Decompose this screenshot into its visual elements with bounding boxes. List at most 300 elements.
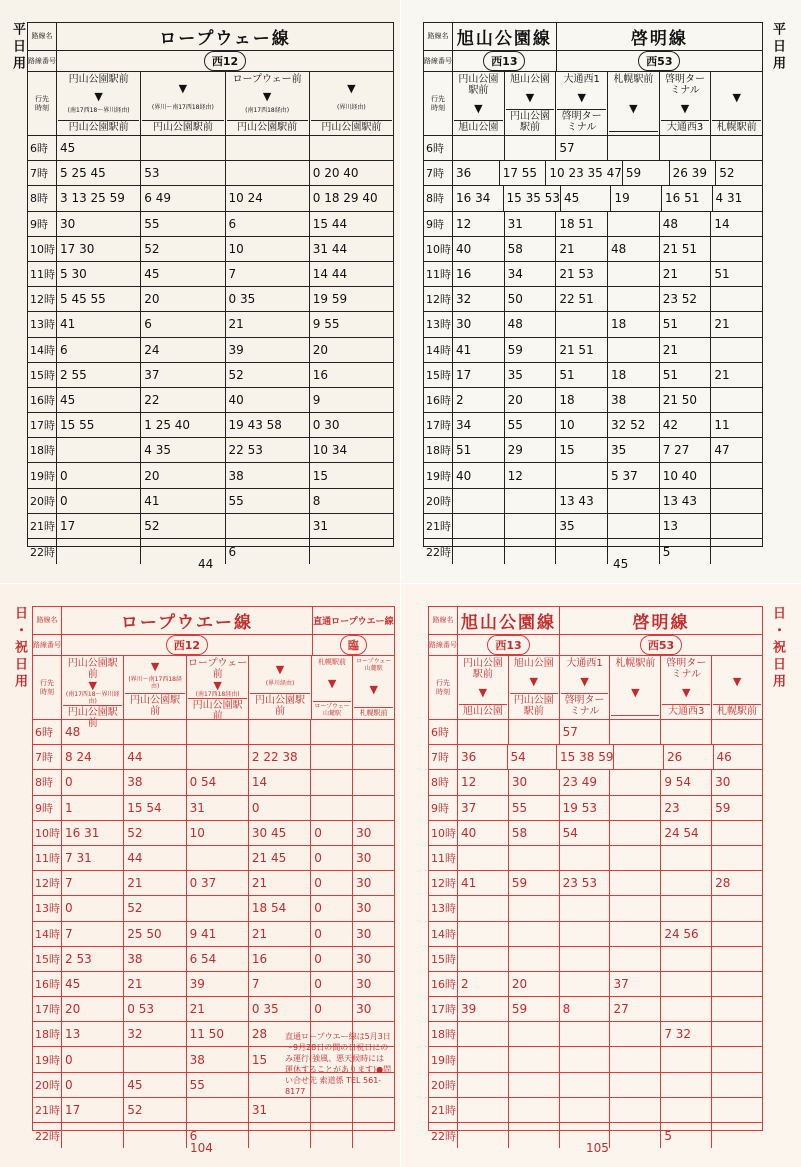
table-row — [424, 312, 762, 337]
minute-cell — [711, 539, 762, 564]
column-header: 札幌駅前 ▼ ロープウェー山麓駅 — [312, 656, 354, 719]
minute-cell: 5 30 — [57, 262, 141, 286]
minute-cell: 40 — [458, 821, 509, 845]
minute-cell — [712, 1123, 762, 1148]
table-row — [28, 212, 393, 237]
minute-cell — [712, 720, 762, 744]
table-row — [33, 871, 394, 896]
minute-cell: 55 — [505, 413, 557, 437]
table-row — [424, 539, 762, 564]
minute-cell — [141, 136, 225, 160]
minute-cell — [610, 720, 661, 744]
route-title: ロープウエー線 — [62, 607, 313, 634]
minute-cell: 21 — [187, 997, 249, 1021]
down-arrow-icon: ▼ — [681, 685, 691, 699]
minute-cell — [453, 136, 505, 160]
minute-cell: 15 54 — [124, 796, 186, 820]
minute-cell: 11 — [714, 418, 730, 433]
down-arrow-icon: ▼ — [347, 82, 356, 96]
minute-cell — [712, 922, 762, 946]
dest-time-label: 行先 時刻 — [33, 656, 62, 719]
minute-cell: 57 — [556, 136, 608, 160]
hour-cell: 12時 — [429, 871, 458, 895]
minute-cell: 20 — [141, 463, 225, 487]
minute-cell: 21 51 — [660, 237, 712, 261]
minute-cell: 24 54 — [661, 821, 712, 845]
minute-cell — [556, 539, 608, 564]
minute-cell: 15 35 53 — [504, 186, 561, 210]
minute-cell: 52 — [141, 237, 225, 261]
minute-cell: 6 — [226, 212, 310, 236]
hour-cell: 19時 — [424, 463, 453, 487]
hour-cell: 11時 — [429, 846, 458, 870]
hour-cell: 19時 — [33, 1047, 62, 1071]
minute-cell: 9 54 — [661, 770, 712, 794]
route-badge: 西12 — [204, 51, 246, 71]
minute-cell — [353, 770, 394, 794]
hour-cell: 15時 — [424, 363, 453, 387]
minute-cell: 6 54 — [187, 947, 249, 971]
minute-cell: 15 — [556, 438, 608, 462]
table-row — [28, 413, 393, 438]
down-arrow-icon: ▼ — [150, 660, 160, 674]
minute-cell: 16 — [249, 947, 311, 971]
minute-cell — [661, 972, 712, 996]
hour-cell: 12時 — [28, 287, 57, 311]
column-header: ▼ 札幌駅前 — [711, 72, 762, 135]
minute-cell — [62, 1123, 124, 1148]
minute-cell — [661, 1098, 712, 1122]
route-badge: 臨 — [340, 635, 367, 655]
down-arrow-icon: ▼ — [327, 677, 337, 690]
minute-cell: 31 — [312, 518, 329, 533]
minute-cell: 36 — [458, 745, 508, 769]
dest-time-label: 行先 時刻 — [28, 72, 57, 135]
minute-cell: 0 — [311, 947, 353, 971]
hour-cell: 22時 — [28, 539, 57, 564]
minute-cell — [712, 896, 762, 920]
minute-cell: 53 — [141, 161, 225, 185]
minute-cell: 18 — [608, 312, 660, 336]
column-header: 円山公園駅前 ▼ (南17西18～界川経由) 円山公園駅前 — [62, 656, 124, 719]
minute-cell: 21 — [660, 338, 712, 362]
minute-cell: 31 — [505, 212, 557, 236]
minute-cell — [124, 720, 186, 744]
minute-cell — [560, 1022, 611, 1046]
side-label: 日・祝日用 — [12, 606, 27, 691]
minute-cell: 6 — [141, 312, 225, 336]
minute-cell — [57, 539, 141, 564]
minute-cell: 52 — [719, 166, 735, 181]
table-row — [424, 438, 762, 463]
minute-cell — [610, 1047, 661, 1071]
minute-cell — [610, 871, 661, 895]
minute-cell: 7 — [62, 922, 124, 946]
minute-cell — [711, 237, 762, 261]
minute-cell: 15 — [312, 468, 329, 483]
minute-cell: 42 — [660, 413, 712, 437]
minute-cell: 52 — [124, 1098, 186, 1122]
minute-cell: 39 — [226, 338, 310, 362]
minute-cell: 10 24 — [226, 186, 310, 210]
minute-cell: 20 — [312, 342, 329, 357]
operation-note: 直通ロープウエー線は5月3日～9月28日の間の日祝日にのみ運行(強風、悪天候時には運休することがあります)●問い合せ先 索道係 TEL 561-8177 — [285, 1032, 392, 1096]
minute-cell — [226, 514, 310, 538]
column-header: 札幌駅前 ▼ — [610, 656, 661, 719]
minute-cell: 13 — [62, 1022, 124, 1046]
minute-cell: 12 — [505, 463, 557, 487]
minute-cell: 31 — [187, 796, 249, 820]
table-row — [424, 463, 762, 488]
minute-cell: 18 54 — [249, 896, 311, 920]
minute-cell: 26 — [664, 745, 714, 769]
hour-cell: 6時 — [28, 136, 57, 160]
hour-cell: 20時 — [429, 1073, 458, 1097]
table-row — [28, 237, 393, 262]
minute-cell — [57, 438, 141, 462]
minute-cell — [311, 720, 353, 744]
minute-cell — [608, 262, 660, 286]
timetable-frame — [428, 606, 763, 1143]
column-header: 大通西1 ▼ 啓明ターミナル — [560, 656, 611, 719]
minute-cell — [614, 745, 664, 769]
minute-cell — [661, 720, 712, 744]
minute-cell: 17 55 — [500, 161, 547, 185]
minute-cell: 7 27 — [660, 438, 712, 462]
minute-cell — [610, 896, 661, 920]
hour-cell: 15時 — [429, 947, 458, 971]
minute-cell: 51 — [453, 438, 505, 462]
hour-cell: 6時 — [424, 136, 453, 160]
route-cell — [458, 635, 560, 655]
minute-cell — [458, 896, 509, 920]
column-header: 円山公園駅前 ▼ 旭山公園 — [458, 656, 509, 719]
minute-cell — [610, 947, 661, 971]
route-badge: 西12 — [166, 635, 208, 655]
minute-cell — [608, 489, 660, 513]
down-arrow-icon: ▼ — [474, 101, 483, 115]
minute-cell: 8 24 — [62, 745, 124, 769]
table-row — [429, 922, 762, 947]
minute-cell — [711, 136, 762, 160]
minute-cell: 48 — [505, 312, 557, 336]
minute-cell — [711, 338, 762, 362]
minute-cell: 14 44 — [312, 267, 348, 282]
hour-cell: 9時 — [33, 796, 62, 820]
table-row — [429, 1022, 762, 1047]
minute-cell — [608, 338, 660, 362]
minute-cell: 11 50 — [187, 1022, 249, 1046]
minute-cell: 19 53 — [560, 796, 611, 820]
hour-cell: 20時 — [28, 489, 57, 513]
minute-cell: 5 25 45 — [57, 161, 141, 185]
table-row — [33, 1123, 394, 1148]
minute-cell: 5 — [661, 1123, 712, 1148]
destination-row — [33, 656, 394, 729]
minute-cell: 17 — [453, 363, 505, 387]
minute-cell: 0 — [62, 1047, 124, 1071]
minute-cell — [187, 745, 249, 769]
minute-cell: 16 34 — [453, 186, 504, 210]
minute-cell — [560, 972, 611, 996]
page-44 — [0, 0, 400, 583]
minute-cell: 10 — [226, 237, 310, 261]
minute-cell: 0 53 — [124, 997, 186, 1021]
table-row — [424, 413, 762, 438]
hour-cell: 7時 — [424, 161, 453, 185]
hour-cell: 10時 — [424, 237, 453, 261]
minute-cell: 20 — [62, 997, 124, 1021]
table-row — [429, 796, 762, 821]
minute-cell: 4 31 — [715, 191, 743, 206]
minute-cell: 16 — [453, 262, 505, 286]
hour-cell: 18時 — [424, 438, 453, 462]
minute-cell: 21 50 — [660, 388, 712, 412]
minute-cell: 57 — [560, 720, 611, 744]
route-number-row — [429, 635, 762, 656]
table-row — [33, 720, 394, 745]
minute-cell: 20 — [505, 388, 557, 412]
minute-cell: 0 — [62, 770, 124, 794]
hour-cell: 22時 — [33, 1123, 62, 1148]
minute-cell: 48 — [608, 237, 660, 261]
route-badge: 西13 — [487, 635, 529, 655]
minute-cell: 20 — [509, 972, 560, 996]
minute-cell: 51 — [660, 312, 712, 336]
minute-cell: 21 — [714, 317, 730, 332]
minute-cell — [353, 720, 394, 744]
table-row — [424, 338, 762, 363]
minute-cell: 21 45 — [249, 846, 311, 870]
hour-cell: 7時 — [429, 745, 458, 769]
minute-cell — [560, 1098, 611, 1122]
title-row — [33, 607, 394, 635]
minute-cell: 59 — [509, 997, 560, 1021]
minute-cell — [712, 1098, 762, 1122]
minute-cell — [458, 846, 509, 870]
minute-cell: 0 — [57, 489, 141, 513]
minute-cell: 2 53 — [62, 947, 124, 971]
hour-cell: 17時 — [429, 997, 458, 1021]
minute-cell — [711, 514, 762, 538]
down-arrow-icon: ▼ — [88, 679, 97, 692]
minute-cell — [458, 1073, 509, 1097]
minute-cell: 7 31 — [62, 846, 124, 870]
table-row — [33, 745, 394, 770]
minute-cell: 24 — [141, 338, 225, 362]
minute-cell — [505, 136, 557, 160]
page-104 — [0, 584, 400, 1167]
minute-cell: 0 54 — [187, 770, 249, 794]
minute-cell: 52 — [124, 821, 186, 845]
timetable-frame — [27, 22, 394, 559]
down-arrow-icon: ▼ — [275, 662, 285, 676]
hour-cell: 19時 — [28, 463, 57, 487]
minute-cell: 51 — [714, 267, 730, 282]
minute-cell: 8 — [312, 493, 321, 508]
hour-cell: 18時 — [429, 1022, 458, 1046]
hour-cell: 16時 — [33, 972, 62, 996]
table-row — [28, 438, 393, 463]
minute-cell: 21 — [226, 312, 310, 336]
minute-cell: 45 — [57, 388, 141, 412]
column-header: 札幌駅前 ▼ — [608, 72, 660, 135]
hour-cell: 6時 — [429, 720, 458, 744]
table-row — [28, 136, 393, 161]
minute-cell: 30 — [356, 926, 372, 941]
minute-cell: 48 — [660, 212, 712, 236]
minute-cell — [712, 947, 762, 971]
hour-cell: 16時 — [28, 388, 57, 412]
minute-cell — [661, 1047, 712, 1071]
minute-cell: 30 — [715, 775, 731, 790]
minute-cell — [124, 1047, 186, 1071]
minute-cell: 30 — [453, 312, 505, 336]
table-row — [33, 770, 394, 795]
minute-cell — [560, 846, 611, 870]
hour-cell: 21時 — [33, 1098, 62, 1122]
minute-cell: 50 — [505, 287, 557, 311]
route-title: ロープウェー線 — [159, 29, 291, 49]
hour-cell: 18時 — [28, 438, 57, 462]
minute-cell: 16 51 — [662, 186, 713, 210]
hour-cell: 15時 — [33, 947, 62, 971]
minute-cell — [311, 745, 353, 769]
minute-cell — [458, 922, 509, 946]
route-number-label: 路線番号 — [33, 635, 62, 655]
minute-cell: 39 — [187, 972, 249, 996]
hour-cell: 17時 — [28, 413, 57, 437]
minute-cell: 0 — [62, 1073, 124, 1097]
route-number-row — [424, 51, 762, 72]
minute-cell — [712, 972, 762, 996]
down-arrow-icon: ▼ — [629, 101, 638, 115]
column-header: 旭山公園 ▼ 円山公園駅前 — [505, 72, 557, 135]
table-row — [33, 796, 394, 821]
hour-cell: 15時 — [28, 363, 57, 387]
hour-cell: 20時 — [424, 489, 453, 513]
column-header: ▼ (界川経由) 円山公園駅前 — [310, 72, 393, 135]
minute-cell: 9 — [312, 392, 321, 407]
table-row — [429, 821, 762, 846]
minute-cell: 30 — [356, 951, 372, 966]
minute-cell — [661, 997, 712, 1021]
minute-cell: 40 — [453, 463, 505, 487]
table-row — [424, 212, 762, 237]
hour-cell: 11時 — [33, 846, 62, 870]
hour-cell: 21時 — [429, 1098, 458, 1122]
minute-cell: 55 — [226, 489, 310, 513]
minute-cell — [661, 947, 712, 971]
minute-cell: 10 — [556, 413, 608, 437]
hour-cell: 19時 — [429, 1047, 458, 1071]
table-row — [429, 770, 762, 795]
hour-cell: 8時 — [429, 770, 458, 794]
minute-cell — [311, 1098, 353, 1122]
minute-cell: 0 — [249, 796, 311, 820]
minute-cell: 18 — [556, 388, 608, 412]
minute-cell: 7 — [62, 871, 124, 895]
minute-cell: 30 — [356, 1002, 372, 1017]
minute-cell: 23 53 — [560, 871, 611, 895]
table-row — [33, 846, 394, 871]
minute-cell — [458, 1123, 509, 1148]
down-arrow-icon: ▼ — [525, 90, 535, 104]
title-row — [429, 607, 762, 635]
table-row — [424, 161, 762, 186]
minute-cell: 59 — [509, 871, 560, 895]
route-number-label: 路線番号 — [424, 51, 453, 71]
minute-cell: 0 — [311, 896, 353, 920]
minute-cell — [556, 463, 608, 487]
minute-cell: 15 55 — [57, 413, 141, 437]
minute-cell: 17 — [62, 1098, 124, 1122]
hour-cell: 10時 — [33, 821, 62, 845]
table-row — [429, 1098, 762, 1123]
minute-cell — [608, 514, 660, 538]
minute-cell — [311, 796, 353, 820]
minute-cell — [560, 1073, 611, 1097]
minute-cell: 15 38 59 — [557, 745, 614, 769]
route-cell — [62, 635, 313, 655]
minute-cell: 17 30 — [57, 237, 141, 261]
minute-cell — [712, 846, 762, 870]
minute-cell: 21 53 — [556, 262, 608, 286]
hour-cell: 14時 — [429, 922, 458, 946]
table-row — [429, 846, 762, 871]
column-header: ロープウェー前 ▼ (南17西18経由) 円山公園駅前 — [226, 72, 310, 135]
minute-cell: 5 37 — [608, 463, 660, 487]
minute-cell — [608, 136, 660, 160]
minute-cell — [353, 1098, 394, 1122]
table-row — [33, 1098, 394, 1123]
minute-cell: 21 — [660, 262, 712, 286]
page-number: 44 — [198, 557, 214, 571]
minute-cell: 44 — [124, 745, 186, 769]
hour-cell: 13時 — [33, 896, 62, 920]
minute-cell: 7 — [249, 972, 311, 996]
table-row — [28, 363, 393, 388]
minute-cell — [509, 922, 560, 946]
minute-cell — [610, 1098, 661, 1122]
minute-cell: 31 44 — [312, 241, 348, 256]
minute-cell: 23 49 — [560, 770, 611, 794]
minute-cell: 29 — [505, 438, 557, 462]
minute-cell: 48 — [62, 720, 124, 744]
minute-cell: 8 — [560, 997, 611, 1021]
column-header: ▼ (界川～南17西18経由) 円山公園駅前 — [141, 72, 225, 135]
minute-cell — [610, 846, 661, 870]
hour-cell: 13時 — [424, 312, 453, 336]
down-arrow-icon: ▼ — [631, 685, 640, 699]
minute-cell: 21 — [714, 367, 730, 382]
table-row — [429, 997, 762, 1022]
side-label: 日・祝日用 — [770, 606, 785, 691]
down-arrow-icon: ▼ — [478, 685, 488, 699]
hour-cell: 9時 — [429, 796, 458, 820]
minute-cell: 32 52 — [608, 413, 660, 437]
column-header: 円山公園駅前 ▼ (南17西18～界川経由) 円山公園駅前 — [57, 72, 141, 135]
route-cell — [557, 51, 762, 71]
table-row — [28, 262, 393, 287]
minute-cell — [187, 1098, 249, 1122]
minute-cell: 30 — [57, 212, 141, 236]
column-header: 円山公園駅前 ▼ 旭山公園 — [453, 72, 505, 135]
minute-cell: 26 39 — [670, 161, 717, 185]
minute-cell: 55 — [141, 212, 225, 236]
minute-cell: 6 49 — [141, 186, 225, 210]
hour-cell: 6時 — [33, 720, 62, 744]
